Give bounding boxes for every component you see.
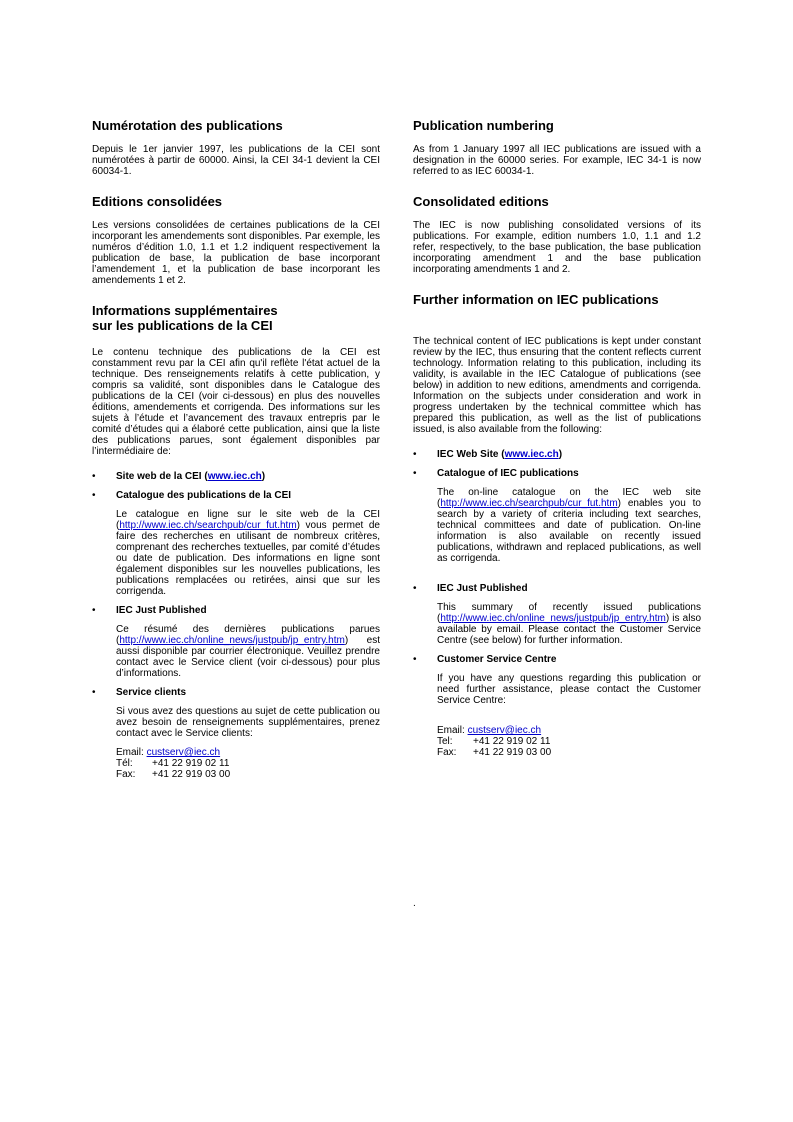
en-contact-tel-row bbox=[437, 736, 701, 747]
en-numbering-section bbox=[413, 118, 701, 177]
fr-numbering-body: Depuis le 1er janvier 1997, les publications de la CEI sont numérotées à partir de 60000. Ainsi, la CEI 34-1 devient la CEI 60034-1. bbox=[92, 144, 380, 177]
fr-service-body: Si vous avez des questions au sujet de cette publication ou avez besoin de renseignements supplémentaires, prenez contact avec le Service clients: bbox=[116, 706, 380, 739]
en-numbering-body: As from 1 January 1997 all IEC publications are issued with a designation in the 60000 series. For example, IEC 34-1 is now referred to as IEC 60034-1. bbox=[413, 144, 701, 177]
fr-contact-tel-row bbox=[116, 758, 380, 769]
fr-list-item-just-published bbox=[92, 605, 380, 679]
stray-mark: . bbox=[413, 898, 416, 909]
bullet-icon: • bbox=[92, 605, 96, 616]
fr-email-label: Email: bbox=[116, 747, 144, 758]
en-catalogue-pre: The on-line catalogue on the IEC web site ( bbox=[437, 487, 701, 509]
en-catalogue-title: Catalogue of IEC publications bbox=[437, 468, 579, 479]
en-further-section bbox=[413, 292, 701, 435]
en-list-item-service bbox=[413, 654, 701, 758]
fr-consolidated-heading: Editions consolidées bbox=[92, 194, 223, 209]
en-contact-fax-row bbox=[437, 747, 701, 758]
en-catalogue-link[interactable]: http://www.iec.ch/searchpub/cur_fut.htm bbox=[440, 498, 618, 509]
bullet-icon: • bbox=[413, 583, 417, 594]
fr-further-heading-line2: sur les publications de la CEI bbox=[92, 318, 273, 333]
en-further-heading: Further information on IEC publications bbox=[413, 292, 659, 307]
fr-just-published-link[interactable]: http://www.iec.ch/online_news/justpub/jp_entry.htm bbox=[119, 635, 345, 646]
en-contact-email-row bbox=[437, 725, 701, 736]
en-numbering-heading: Publication numbering bbox=[413, 118, 554, 133]
fr-numbering-section bbox=[92, 118, 380, 177]
fr-contact-email-row bbox=[116, 747, 380, 758]
fr-list-item-catalogue bbox=[92, 490, 380, 597]
fr-numbering-heading: Numérotation des publications bbox=[92, 118, 283, 133]
fr-web-site-link[interactable]: www.iec.ch bbox=[207, 471, 262, 482]
fr-list-item-web-site bbox=[92, 471, 380, 483]
fr-fax-value: +41 22 919 03 00 bbox=[152, 769, 231, 780]
fr-catalogue-pre: Le catalogue en ligne sur le site web de la CEI ( bbox=[116, 509, 380, 531]
bullet-icon: • bbox=[92, 490, 96, 501]
en-info-list bbox=[413, 449, 701, 758]
fr-further-section bbox=[92, 303, 380, 457]
fr-catalogue-body bbox=[116, 509, 380, 597]
en-fax-value: +41 22 919 03 00 bbox=[473, 747, 552, 758]
fr-contact-fax-row bbox=[116, 769, 380, 780]
en-catalogue-body bbox=[437, 487, 701, 564]
en-consolidated-section bbox=[413, 194, 701, 275]
bullet-icon: • bbox=[92, 471, 96, 482]
fr-catalogue-link[interactable]: http://www.iec.ch/searchpub/cur_fut.htm bbox=[119, 520, 297, 531]
en-email-link[interactable]: custserv@iec.ch bbox=[467, 725, 542, 736]
en-just-published-post: ) is also available by email. Please contact the Customer Service Centre (see below) for further information. bbox=[437, 613, 701, 646]
fr-further-body: Le contenu technique des publications de la CEI est constamment revu par la CEI afin qu'il reflète l'état actuel de la technique. Des renseignements relatifs à cette publication, y compris sa validité, sont disponibles dans le Catalogue des publications de la CEI (voir ci-dessous) en plus des nouvelles éditions, amendements et corrigenda. Des informations sur les sujets à l’étude et l’avancement des travaux entrepris par le comité d’études qui a élaboré cette publication, ainsi que la liste des publications parues, sont également disponibles par l’intermédiaire de: bbox=[92, 347, 380, 457]
en-contact-block bbox=[437, 725, 701, 758]
en-service-title: Customer Service Centre bbox=[437, 654, 557, 665]
fr-service-title: Service clients bbox=[116, 687, 187, 698]
bullet-icon: • bbox=[413, 449, 417, 460]
fr-list-item-service bbox=[92, 687, 380, 780]
fr-further-heading-line1: Informations supplémentaires bbox=[92, 303, 278, 318]
en-just-published-pre: This summary of recently issued publications ( bbox=[437, 602, 701, 624]
fr-just-published-title: IEC Just Published bbox=[116, 605, 207, 616]
fr-consolidated-section bbox=[92, 194, 380, 286]
en-web-site-label: IEC Web Site ( bbox=[437, 449, 505, 460]
en-list-item-web-site bbox=[413, 449, 701, 461]
en-web-site-title bbox=[437, 449, 701, 461]
en-web-site-close: ) bbox=[558, 449, 563, 460]
en-list-item-just-published bbox=[413, 572, 701, 646]
fr-tel-label: Tél: bbox=[116, 758, 133, 769]
fr-web-site-label: Site web de la CEI ( bbox=[116, 471, 208, 482]
en-consolidated-body: The IEC is now publishing consolidated versions of its publications. For example, edition numbers 1.0, 1.1 and 1.2 refer, respectively, to the base publication, the base publication incorporating amendment 1 and the base publication incorporating amendments 1 and 2. bbox=[413, 220, 701, 275]
french-column bbox=[92, 118, 380, 787]
fr-web-site-close: ) bbox=[261, 471, 266, 482]
fr-just-published-post: ) est aussi disponible par courrier électronique. Veuillez prendre contact avec le Service client (voir ci-dessous) pour plus d’informations. bbox=[116, 635, 380, 679]
en-tel-value: +41 22 919 02 11 bbox=[473, 736, 551, 747]
en-just-published-title: IEC Just Published bbox=[437, 583, 528, 594]
fr-catalogue-title: Catalogue des publications de la CEI bbox=[116, 490, 292, 501]
en-service-body: If you have any questions regarding this publication or need further assistance, please contact the Customer Service Centre: bbox=[437, 673, 701, 706]
en-consolidated-heading: Consolidated editions bbox=[413, 194, 549, 209]
fr-further-heading bbox=[92, 303, 380, 333]
en-fax-label: Fax: bbox=[437, 747, 457, 758]
en-catalogue-post: ) enables you to search by a variety of criteria including text searches, technical committees and date of publication. On-line information is also available on recently issued publications, withdrawn and replaced publications, as well as corrigenda. bbox=[437, 498, 701, 564]
fr-consolidated-body: Les versions consolidées de certaines publications de la CEI incorporant les amendements sont disponibles. Par exemple, les numéros d’édition 1.0, 1.1 et 1.2 indiquent respectivement la publication de base, la publication de base incorporant l’amendement 1, et la publication de base incorporant les amendements 1 et 2. bbox=[92, 220, 380, 286]
fr-fax-label: Fax: bbox=[116, 769, 136, 780]
fr-tel-value: +41 22 919 02 11 bbox=[152, 758, 230, 769]
en-web-site-link[interactable]: www.iec.ch bbox=[504, 449, 559, 460]
fr-contact-block bbox=[116, 747, 380, 780]
en-further-body: The technical content of IEC publications is kept under constant review by the IEC, thus ensuring that the content reflects current technology. Information relating to this publication, including its validity, is available in the IEC Catalogue of publications (see below) in addition to new editions, amendments and corrigenda. Information on the subjects under consideration and work in progress undertaken by the technical committee which has prepared this publication, as well as the list of publications issued, is also available from the following: bbox=[413, 336, 701, 435]
fr-just-published-body bbox=[116, 624, 380, 679]
fr-just-published-pre: Ce résumé des dernières publications parues ( bbox=[116, 624, 380, 646]
english-column bbox=[413, 118, 701, 765]
en-just-published-body bbox=[437, 602, 701, 646]
en-email-label: Email: bbox=[437, 725, 465, 736]
fr-info-list bbox=[92, 471, 380, 780]
fr-email-link[interactable]: custserv@iec.ch bbox=[146, 747, 221, 758]
en-just-published-link[interactable]: http://www.iec.ch/online_news/justpub/jp_entry.htm bbox=[440, 613, 666, 624]
bullet-icon: • bbox=[413, 654, 417, 665]
bullet-icon: • bbox=[413, 468, 417, 479]
fr-web-site-title bbox=[116, 471, 380, 483]
fr-catalogue-post: ) vous permet de faire des recherches en utilisant de nombreux critères, comprenant des recherches textuelles, par comité d’études ou date de publication. Des informations en ligne sont également disponibles sur les nouvelles publications, les publications remplacées ou retirées, ainsi que sur les corrigenda. bbox=[116, 520, 380, 597]
bullet-icon: • bbox=[92, 687, 96, 698]
en-tel-label: Tel: bbox=[437, 736, 453, 747]
en-list-item-catalogue bbox=[413, 468, 701, 564]
